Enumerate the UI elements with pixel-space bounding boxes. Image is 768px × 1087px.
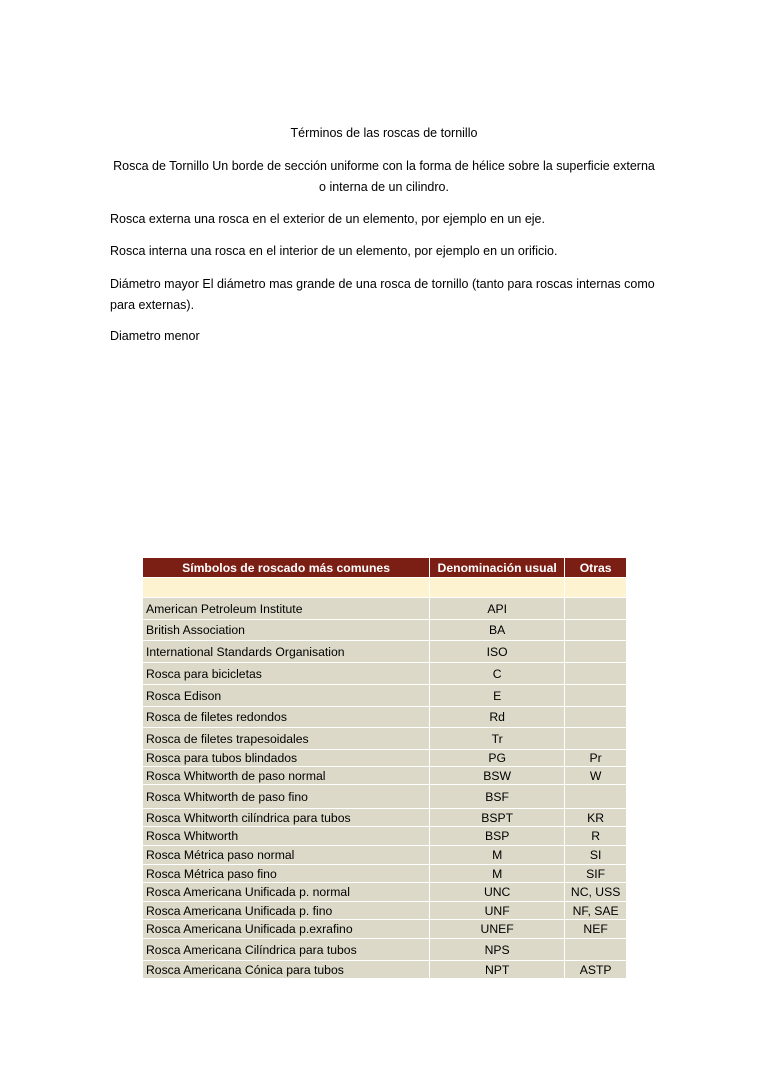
- table-row: [143, 883, 627, 902]
- usual-name-cell: BSF: [430, 785, 565, 809]
- thread-name-cell: Rosca de filetes redondos: [143, 707, 430, 728]
- usual-name-cell: API: [430, 598, 565, 620]
- usual-name-cell: BA: [430, 620, 565, 641]
- other-name-cell: NC, USS: [565, 883, 627, 902]
- usual-name-cell: Rd: [430, 707, 565, 728]
- table-row: [143, 827, 627, 846]
- other-name-cell: [565, 641, 627, 663]
- usual-name-cell: UNF: [430, 902, 565, 920]
- definition-screw-thread: Rosca de Tornillo Un borde de sección uniforme con la forma de hélice sobre la superficie externa o interna de un cilindro.: [113, 159, 655, 194]
- thread-name-cell: Rosca Americana Unificada p.exrafino: [143, 920, 430, 939]
- thread-name-cell: Rosca para tubos blindados: [143, 750, 430, 767]
- other-name-cell: SI: [565, 846, 627, 865]
- thread-name-cell: American Petroleum Institute: [143, 598, 430, 620]
- thread-name-cell: Rosca Whitworth: [143, 827, 430, 846]
- usual-name-cell: M: [430, 846, 565, 865]
- usual-name-cell: E: [430, 685, 565, 707]
- thread-name-cell: Rosca Edison: [143, 685, 430, 707]
- table-row: [143, 685, 627, 707]
- table-header-row: [143, 558, 627, 578]
- other-name-cell: Pr: [565, 750, 627, 767]
- other-name-cell: [565, 707, 627, 728]
- other-name-cell: SIF: [565, 865, 627, 883]
- table-row: [143, 939, 627, 961]
- table-row: [143, 767, 627, 785]
- usual-name-cell: Tr: [430, 728, 565, 750]
- table-row: [143, 598, 627, 620]
- header-symbols: Símbolos de roscado más comunes: [143, 558, 430, 578]
- thread-name-cell: Rosca Métrica paso normal: [143, 846, 430, 865]
- thread-name-cell: Rosca Whitworth cilíndrica para tubos: [143, 809, 430, 827]
- other-name-cell: NEF: [565, 920, 627, 939]
- usual-name-cell: BSW: [430, 767, 565, 785]
- header-others: Otras: [565, 558, 627, 578]
- usual-name-cell: BSPT: [430, 809, 565, 827]
- thread-name-cell: Rosca Whitworth de paso fino: [143, 785, 430, 809]
- document-title: Términos de las roscas de tornillo: [290, 126, 478, 140]
- other-name-cell: NF, SAE: [565, 902, 627, 920]
- table-row: [143, 809, 627, 827]
- other-name-cell: [565, 785, 627, 809]
- table-spacer-row: [143, 578, 627, 598]
- definition-major-diameter: Diámetro mayor El diámetro mas grande de una rosca de tornillo (tanto para roscas internas como para externas).: [110, 277, 655, 312]
- thread-name-cell: British Association: [143, 620, 430, 641]
- table-row: [143, 846, 627, 865]
- usual-name-cell: UNEF: [430, 920, 565, 939]
- thread-name-cell: Rosca Americana Cilíndrica para tubos: [143, 939, 430, 961]
- table-row: [143, 961, 627, 979]
- other-name-cell: [565, 598, 627, 620]
- other-name-cell: [565, 663, 627, 685]
- thread-name-cell: Rosca Americana Unificada p. fino: [143, 902, 430, 920]
- header-usual-name: Denominación usual: [430, 558, 565, 578]
- thread-name-cell: Rosca Métrica paso fino: [143, 865, 430, 883]
- table-row: [143, 865, 627, 883]
- usual-name-cell: ISO: [430, 641, 565, 663]
- usual-name-cell: C: [430, 663, 565, 685]
- other-name-cell: [565, 685, 627, 707]
- thread-name-cell: Rosca Americana Cónica para tubos: [143, 961, 430, 979]
- table-row: [143, 641, 627, 663]
- usual-name-cell: NPS: [430, 939, 565, 961]
- usual-name-cell: NPT: [430, 961, 565, 979]
- other-name-cell: R: [565, 827, 627, 846]
- usual-name-cell: PG: [430, 750, 565, 767]
- thread-name-cell: International Standards Organisation: [143, 641, 430, 663]
- table-row: [143, 920, 627, 939]
- definition-minor-diameter: Diametro menor: [110, 329, 200, 343]
- other-name-cell: ASTP: [565, 961, 627, 979]
- other-name-cell: [565, 939, 627, 961]
- definition-external-thread: Rosca externa una rosca en el exterior de un elemento, por ejemplo en un eje.: [110, 212, 545, 226]
- thread-name-cell: Rosca de filetes trapesoidales: [143, 728, 430, 750]
- table-row: [143, 728, 627, 750]
- table-row: [143, 707, 627, 728]
- table-row: [143, 750, 627, 767]
- usual-name-cell: BSP: [430, 827, 565, 846]
- other-name-cell: [565, 728, 627, 750]
- thread-name-cell: Rosca Americana Unificada p. normal: [143, 883, 430, 902]
- thread-name-cell: Rosca Whitworth de paso normal: [143, 767, 430, 785]
- usual-name-cell: M: [430, 865, 565, 883]
- table-row: [143, 620, 627, 641]
- thread-name-cell: Rosca para bicicletas: [143, 663, 430, 685]
- table-row: [143, 785, 627, 809]
- thread-symbols-table: [142, 557, 627, 979]
- other-name-cell: W: [565, 767, 627, 785]
- other-name-cell: [565, 620, 627, 641]
- table-row: [143, 902, 627, 920]
- usual-name-cell: UNC: [430, 883, 565, 902]
- table-row: [143, 663, 627, 685]
- definition-internal-thread: Rosca interna una rosca en el interior de un elemento, por ejemplo en un orificio.: [110, 244, 558, 258]
- other-name-cell: KR: [565, 809, 627, 827]
